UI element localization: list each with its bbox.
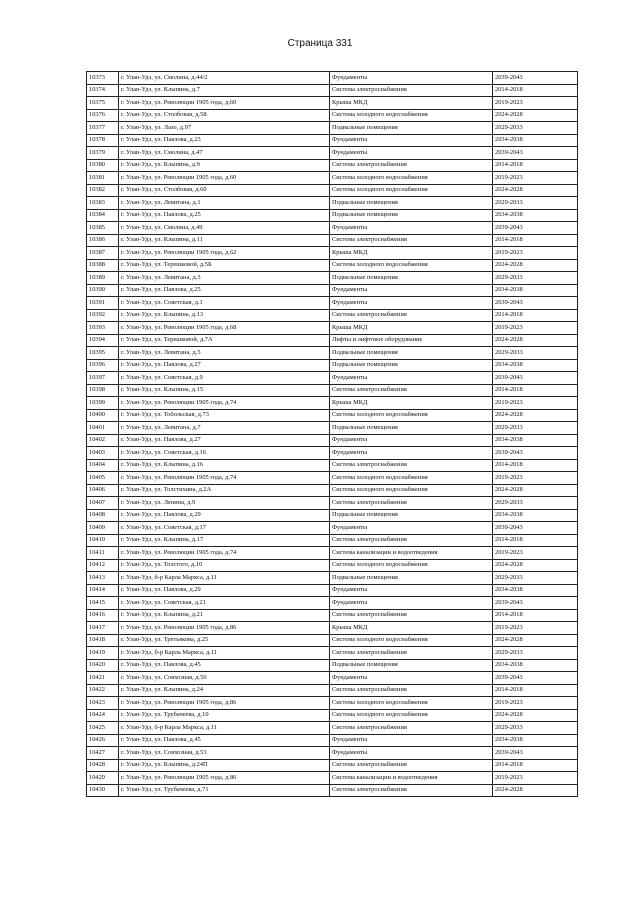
system-cell: Система электроснабжения (330, 384, 493, 397)
system-cell: Система холодного водоснабжения (330, 259, 493, 272)
system-cell: Фундаменты (330, 434, 493, 447)
address-cell: г. Улан-Удэ, ул. Терешковой, д.5Б (119, 259, 330, 272)
period-cell: 2014-2018 (493, 534, 578, 547)
period-cell: 2039-2043 (493, 72, 578, 85)
row-number-cell: 10417 (87, 622, 119, 635)
period-cell: 2014-2018 (493, 309, 578, 322)
table-row (87, 597, 578, 610)
period-cell: 2014-2018 (493, 234, 578, 247)
period-cell: 2014-2018 (493, 759, 578, 772)
period-cell: 2019-2023 (493, 172, 578, 185)
table-row (87, 734, 578, 747)
period-cell: 2024-2028 (493, 109, 578, 122)
page-header: Страница 331 (287, 38, 353, 49)
period-cell: 2014-2018 (493, 609, 578, 622)
system-cell: Лифты и лифтовое оборудование (330, 334, 493, 347)
row-number-cell: 10375 (87, 97, 119, 110)
table-row (87, 684, 578, 697)
table-row (87, 172, 578, 185)
address-cell: г. Улан-Удэ, ул. Советская, д.17 (119, 522, 330, 535)
address-cell: г. Улан-Удэ, ул. Совхозная, д.50 (119, 672, 330, 685)
row-number-cell: 10397 (87, 372, 119, 385)
period-cell: 2029-2033 (493, 122, 578, 135)
row-number-cell: 10391 (87, 297, 119, 310)
system-cell: Система канализации и водоотведения (330, 772, 493, 785)
address-cell: г. Улан-Удэ, ул. Клыпина, д.15 (119, 384, 330, 397)
address-cell: г. Улан-Удэ, ул. Павлова, д.45 (119, 659, 330, 672)
system-cell: Подвальные помещения (330, 347, 493, 360)
table-row (87, 347, 578, 360)
period-cell: 2024-2028 (493, 709, 578, 722)
row-number-cell: 10416 (87, 609, 119, 622)
period-cell: 2019-2023 (493, 97, 578, 110)
system-cell: Фундаменты (330, 734, 493, 747)
system-cell: Фундаменты (330, 522, 493, 535)
row-number-cell: 10425 (87, 722, 119, 735)
row-number-cell: 10408 (87, 509, 119, 522)
system-cell: Система холодного водоснабжения (330, 559, 493, 572)
table-row (87, 572, 578, 585)
table-row (87, 447, 578, 460)
row-number-cell: 10406 (87, 484, 119, 497)
period-cell: 2019-2023 (493, 772, 578, 785)
table-row (87, 697, 578, 710)
address-cell: г. Улан-Удэ, ул. Советская, д.16 (119, 447, 330, 460)
row-number-cell: 10421 (87, 672, 119, 685)
table-row (87, 672, 578, 685)
row-number-cell: 10419 (87, 647, 119, 660)
address-cell: г. Улан-Удэ, ул. Трубачеева, д.10 (119, 709, 330, 722)
period-cell: 2024-2028 (493, 559, 578, 572)
table-row (87, 422, 578, 435)
system-cell: Подвальные помещения (330, 272, 493, 285)
system-cell: Подвальные помещения (330, 122, 493, 135)
system-cell: Система электроснабжения (330, 159, 493, 172)
system-cell: Фундаменты (330, 447, 493, 460)
system-cell: Система электроснабжения (330, 234, 493, 247)
address-cell: г. Улан-Удэ, ул. Советская, д.1 (119, 297, 330, 310)
period-cell: 2039-2043 (493, 297, 578, 310)
row-number-cell: 10422 (87, 684, 119, 697)
row-number-cell: 10390 (87, 284, 119, 297)
row-number-cell: 10385 (87, 222, 119, 235)
address-cell: г. Улан-Удэ, ул. Левитана, д.1 (119, 197, 330, 210)
row-number-cell: 10426 (87, 734, 119, 747)
row-number-cell: 10387 (87, 247, 119, 260)
address-cell: г. Улан-Удэ, ул. Терешковой, д.7А (119, 334, 330, 347)
address-cell: г. Улан-Удэ, ул. Революции 1905 года, д.74 (119, 547, 330, 560)
row-number-cell: 10383 (87, 197, 119, 210)
table-row (87, 709, 578, 722)
table-row (87, 97, 578, 110)
period-cell: 2034-2038 (493, 509, 578, 522)
address-cell: г. Улан-Удэ, ул. Клыпина, д.21 (119, 609, 330, 622)
table-row (87, 334, 578, 347)
table-row (87, 659, 578, 672)
row-number-cell: 10377 (87, 122, 119, 135)
registry-table (86, 71, 578, 797)
table-row (87, 309, 578, 322)
address-cell: г. Улан-Удэ, ул. Толстого, д.10 (119, 559, 330, 572)
system-cell: Система холодного водоснабжения (330, 697, 493, 710)
table-row (87, 234, 578, 247)
row-number-cell: 10414 (87, 584, 119, 597)
row-number-cell: 10412 (87, 559, 119, 572)
system-cell: Крыша МКД (330, 247, 493, 260)
row-number-cell: 10418 (87, 634, 119, 647)
table-row (87, 122, 578, 135)
table-row (87, 247, 578, 260)
system-cell: Фундаменты (330, 597, 493, 610)
period-cell: 2034-2038 (493, 734, 578, 747)
address-cell: г. Улан-Удэ, б-р Карла Маркса, д.11 (119, 722, 330, 735)
table-row (87, 522, 578, 535)
system-cell: Система холодного водоснабжения (330, 472, 493, 485)
row-number-cell: 10395 (87, 347, 119, 360)
system-cell: Крыша МКД (330, 622, 493, 635)
address-cell: г. Улан-Удэ, ул. Столбовая, д.60 (119, 184, 330, 197)
address-cell: г. Улан-Удэ, ул. Павлова, д.45 (119, 734, 330, 747)
address-cell: г. Улан-Удэ, ул. Лазо, д.97 (119, 122, 330, 135)
period-cell: 2034-2038 (493, 134, 578, 147)
system-cell: Крыша МКД (330, 322, 493, 335)
period-cell: 2029-2033 (493, 422, 578, 435)
table-row (87, 384, 578, 397)
address-cell: г. Улан-Удэ, ул. Революции 1905 года, д.62 (119, 247, 330, 260)
table-row (87, 547, 578, 560)
row-number-cell: 10429 (87, 772, 119, 785)
table-row (87, 559, 578, 572)
system-cell: Система холодного водоснабжения (330, 409, 493, 422)
system-cell: Фундаменты (330, 747, 493, 760)
address-cell: г. Улан-Удэ, ул. Третьякова, д.25 (119, 634, 330, 647)
table-row (87, 359, 578, 372)
row-number-cell: 10407 (87, 497, 119, 510)
period-cell: 2024-2028 (493, 784, 578, 797)
period-cell: 2029-2033 (493, 647, 578, 660)
system-cell: Система холодного водоснабжения (330, 634, 493, 647)
period-cell: 2014-2018 (493, 684, 578, 697)
row-number-cell: 10386 (87, 234, 119, 247)
address-cell: г. Улан-Удэ, ул. Совхозная, д.53 (119, 747, 330, 760)
table-row (87, 134, 578, 147)
address-cell: г. Улан-Удэ, ул. Клыпина, д.11 (119, 234, 330, 247)
period-cell: 2039-2043 (493, 672, 578, 685)
system-cell: Система электроснабжения (330, 609, 493, 622)
address-cell: г. Улан-Удэ, ул. Павлова, д.25 (119, 284, 330, 297)
period-cell: 2034-2038 (493, 284, 578, 297)
address-cell: г. Улан-Удэ, ул. Трубачеева, д.71 (119, 784, 330, 797)
address-cell: г. Улан-Удэ, ул. Смолина, д.49 (119, 222, 330, 235)
address-cell: г. Улан-Удэ, ул. Революции 1905 года, д.68 (119, 322, 330, 335)
table-row (87, 784, 578, 797)
system-cell: Система электроснабжения (330, 759, 493, 772)
system-cell: Подвальные помещения (330, 359, 493, 372)
address-cell: г. Улан-Удэ, ул. Революции 1905 года, д.86 (119, 772, 330, 785)
row-number-cell: 10409 (87, 522, 119, 535)
period-cell: 2014-2018 (493, 384, 578, 397)
system-cell: Крыша МКД (330, 397, 493, 410)
period-cell: 2019-2023 (493, 397, 578, 410)
address-cell: г. Улан-Удэ, ул. Павлова, д.29 (119, 509, 330, 522)
table-row (87, 497, 578, 510)
period-cell: 2034-2038 (493, 434, 578, 447)
row-number-cell: 10384 (87, 209, 119, 222)
table-row (87, 609, 578, 622)
table-row (87, 297, 578, 310)
row-number-cell: 10403 (87, 447, 119, 460)
system-cell: Система холодного водоснабжения (330, 184, 493, 197)
table-row (87, 534, 578, 547)
system-cell: Фундаменты (330, 147, 493, 160)
period-cell: 2019-2023 (493, 697, 578, 710)
row-number-cell: 10398 (87, 384, 119, 397)
system-cell: Фундаменты (330, 284, 493, 297)
row-number-cell: 10376 (87, 109, 119, 122)
address-cell: г. Улан-Удэ, ул. Ленина, д.9 (119, 497, 330, 510)
table-row (87, 222, 578, 235)
table-row (87, 322, 578, 335)
address-cell: г. Улан-Удэ, ул. Советская, д.9 (119, 372, 330, 385)
period-cell: 2029-2033 (493, 497, 578, 510)
address-cell: г. Улан-Удэ, б-р Карла Маркса, д.11 (119, 647, 330, 660)
period-cell: 2034-2038 (493, 359, 578, 372)
system-cell: Фундаменты (330, 584, 493, 597)
system-cell: Система канализации и водоотведения (330, 547, 493, 560)
address-cell: г. Улан-Удэ, ул. Павлова, д.23 (119, 134, 330, 147)
system-cell: Фундаменты (330, 372, 493, 385)
period-cell: 2029-2033 (493, 722, 578, 735)
period-cell: 2019-2023 (493, 322, 578, 335)
system-cell: Система холодного водоснабжения (330, 109, 493, 122)
system-cell: Фундаменты (330, 72, 493, 85)
period-cell: 2019-2023 (493, 472, 578, 485)
table-row (87, 109, 578, 122)
address-cell: г. Улан-Удэ, ул. Левитана, д.3 (119, 272, 330, 285)
row-number-cell: 10393 (87, 322, 119, 335)
address-cell: г. Улан-Удэ, ул. Клыпина, д.9 (119, 159, 330, 172)
address-cell: г. Улан-Удэ, ул. Павлова, д.29 (119, 584, 330, 597)
period-cell: 2019-2023 (493, 547, 578, 560)
table-row (87, 647, 578, 660)
address-cell: г. Улан-Удэ, ул. Клыпина, д.17 (119, 534, 330, 547)
address-cell: г. Улан-Удэ, ул. Революции 1905 года, д.74 (119, 397, 330, 410)
row-number-cell: 10430 (87, 784, 119, 797)
table-row (87, 634, 578, 647)
table-row (87, 397, 578, 410)
period-cell: 2024-2028 (493, 409, 578, 422)
system-cell: Система электроснабжения (330, 309, 493, 322)
system-cell: Фундаменты (330, 134, 493, 147)
table-row (87, 747, 578, 760)
table-row (87, 509, 578, 522)
row-number-cell: 10405 (87, 472, 119, 485)
address-cell: г. Улан-Удэ, ул. Советская, д.21 (119, 597, 330, 610)
address-cell: г. Улан-Удэ, б-р Карла Маркса, д.11 (119, 572, 330, 585)
address-cell: г. Улан-Удэ, ул. Левитана, д.5 (119, 347, 330, 360)
address-cell: г. Улан-Удэ, ул. Смолина, д.44/2 (119, 72, 330, 85)
period-cell: 2034-2038 (493, 209, 578, 222)
address-cell: г. Улан-Удэ, ул. Столбовая, д.58 (119, 109, 330, 122)
period-cell: 2039-2043 (493, 372, 578, 385)
system-cell: Фундаменты (330, 297, 493, 310)
row-number-cell: 10410 (87, 534, 119, 547)
address-cell: г. Улан-Удэ, ул. Революции 1905 года, д.74 (119, 472, 330, 485)
row-number-cell: 10424 (87, 709, 119, 722)
row-number-cell: 10389 (87, 272, 119, 285)
row-number-cell: 10396 (87, 359, 119, 372)
address-cell: г. Улан-Удэ, ул. Клыпина, д.13 (119, 309, 330, 322)
table-row (87, 259, 578, 272)
row-number-cell: 10420 (87, 659, 119, 672)
table-row (87, 622, 578, 635)
system-cell: Система холодного водоснабжения (330, 172, 493, 185)
period-cell: 2019-2023 (493, 622, 578, 635)
system-cell: Система электроснабжения (330, 84, 493, 97)
system-cell: Система холодного водоснабжения (330, 709, 493, 722)
table-row (87, 84, 578, 97)
table-row (87, 72, 578, 85)
system-cell: Система электроснабжения (330, 684, 493, 697)
period-cell: 2039-2043 (493, 522, 578, 535)
period-cell: 2034-2038 (493, 584, 578, 597)
table-row (87, 209, 578, 222)
table-row (87, 272, 578, 285)
table-row (87, 584, 578, 597)
system-cell: Система электроснабжения (330, 784, 493, 797)
period-cell: 2039-2043 (493, 447, 578, 460)
table-row (87, 459, 578, 472)
system-cell: Крыша МКД (330, 97, 493, 110)
table-row (87, 472, 578, 485)
address-cell: г. Улан-Удэ, ул. Клыпина, д.16 (119, 459, 330, 472)
address-cell: г. Улан-Удэ, ул. Революции 1905 года, д.86 (119, 697, 330, 710)
system-cell: Система электроснабжения (330, 722, 493, 735)
table-row (87, 722, 578, 735)
row-number-cell: 10382 (87, 184, 119, 197)
row-number-cell: 10404 (87, 459, 119, 472)
period-cell: 2024-2028 (493, 259, 578, 272)
address-cell: г. Улан-Удэ, ул. Клыпина, д.24П (119, 759, 330, 772)
system-cell: Подвальные помещения (330, 659, 493, 672)
table-row (87, 159, 578, 172)
period-cell: 2034-2038 (493, 659, 578, 672)
address-cell: г. Улан-Удэ, ул. Тобольская, д.73 (119, 409, 330, 422)
address-cell: г. Улан-Удэ, ул. Павлова, д.27 (119, 434, 330, 447)
address-cell: г. Улан-Удэ, ул. Революции 1905 года, д.60 (119, 97, 330, 110)
row-number-cell: 10380 (87, 159, 119, 172)
row-number-cell: 10415 (87, 597, 119, 610)
address-cell: г. Улан-Удэ, ул. Смолина, д.47 (119, 147, 330, 160)
table-row (87, 184, 578, 197)
system-cell: Подвальные помещения (330, 422, 493, 435)
system-cell: Фундаменты (330, 672, 493, 685)
row-number-cell: 10423 (87, 697, 119, 710)
address-cell: г. Улан-Удэ, ул. Революции 1905 года, д.86 (119, 622, 330, 635)
row-number-cell: 10388 (87, 259, 119, 272)
row-number-cell: 10428 (87, 759, 119, 772)
row-number-cell: 10379 (87, 147, 119, 160)
period-cell: 2039-2043 (493, 747, 578, 760)
table-row (87, 284, 578, 297)
system-cell: Система холодного водоснабжения (330, 484, 493, 497)
period-cell: 2039-2043 (493, 222, 578, 235)
period-cell: 2039-2043 (493, 147, 578, 160)
address-cell: г. Улан-Удэ, ул. Павлова, д.25 (119, 209, 330, 222)
table-row (87, 772, 578, 785)
row-number-cell: 10392 (87, 309, 119, 322)
system-cell: Система электроснабжения (330, 497, 493, 510)
period-cell: 2024-2028 (493, 334, 578, 347)
period-cell: 2014-2018 (493, 84, 578, 97)
table-row (87, 409, 578, 422)
row-number-cell: 10401 (87, 422, 119, 435)
address-cell: г. Улан-Удэ, ул. Клыпина, д.7 (119, 84, 330, 97)
row-number-cell: 10381 (87, 172, 119, 185)
period-cell: 2024-2028 (493, 634, 578, 647)
table-row (87, 147, 578, 160)
address-cell: г. Улан-Удэ, ул. Левитана, д.7 (119, 422, 330, 435)
period-cell: 2029-2033 (493, 347, 578, 360)
system-cell: Подвальные помещения (330, 509, 493, 522)
system-cell: Система электроснабжения (330, 459, 493, 472)
row-number-cell: 10374 (87, 84, 119, 97)
period-cell: 2029-2033 (493, 572, 578, 585)
row-number-cell: 10399 (87, 397, 119, 410)
row-number-cell: 10373 (87, 72, 119, 85)
period-cell: 2014-2018 (493, 159, 578, 172)
address-cell: г. Улан-Удэ, ул. Клыпина, д.24 (119, 684, 330, 697)
system-cell: Фундаменты (330, 222, 493, 235)
period-cell: 2024-2028 (493, 184, 578, 197)
period-cell: 2014-2018 (493, 459, 578, 472)
row-number-cell: 10378 (87, 134, 119, 147)
system-cell: Подвальные помещения (330, 197, 493, 210)
period-cell: 2024-2028 (493, 484, 578, 497)
table-row (87, 484, 578, 497)
period-cell: 2029-2033 (493, 272, 578, 285)
system-cell: Система электроснабжения (330, 647, 493, 660)
system-cell: Подвальные помещения (330, 572, 493, 585)
table-row (87, 197, 578, 210)
table-row (87, 372, 578, 385)
registry-table-body (87, 72, 578, 797)
address-cell: г. Улан-Удэ, ул. Павлова, д.27 (119, 359, 330, 372)
row-number-cell: 10402 (87, 434, 119, 447)
system-cell: Подвальные помещения (330, 209, 493, 222)
row-number-cell: 10400 (87, 409, 119, 422)
address-cell: г. Улан-Удэ, ул. Толстихина, д.2А (119, 484, 330, 497)
row-number-cell: 10411 (87, 547, 119, 560)
table-row (87, 434, 578, 447)
period-cell: 2029-2033 (493, 197, 578, 210)
address-cell: г. Улан-Удэ, ул. Революции 1905 года, д.60 (119, 172, 330, 185)
row-number-cell: 10427 (87, 747, 119, 760)
row-number-cell: 10394 (87, 334, 119, 347)
period-cell: 2019-2023 (493, 247, 578, 260)
period-cell: 2039-2043 (493, 597, 578, 610)
row-number-cell: 10413 (87, 572, 119, 585)
table-row (87, 759, 578, 772)
system-cell: Система электроснабжения (330, 534, 493, 547)
